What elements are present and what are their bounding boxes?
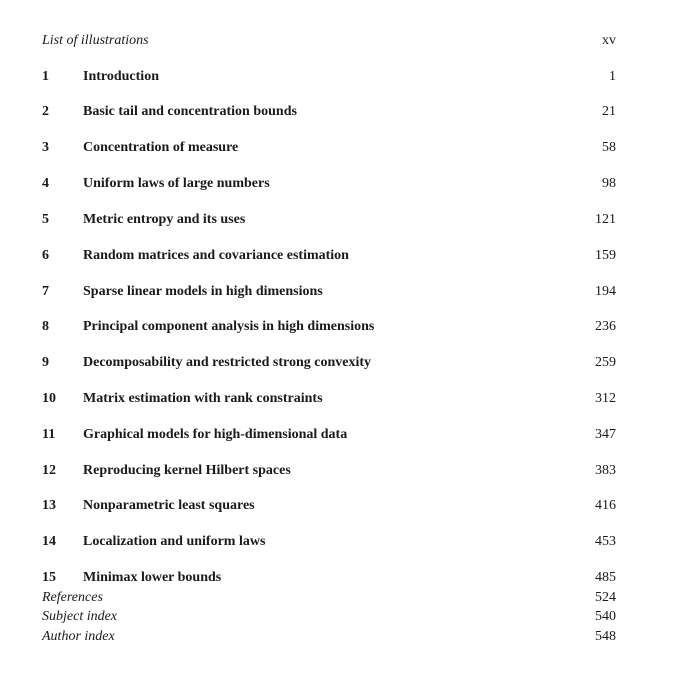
chapter-number: 9	[42, 355, 49, 370]
chapter-title: Principal component analysis in high dimensions	[83, 319, 375, 334]
chapter-page: 485	[595, 570, 616, 585]
chapter-title: Decomposability and restricted strong convexity	[83, 355, 372, 370]
chapter-page: 347	[595, 427, 616, 442]
chapter-number: 4	[42, 176, 49, 191]
toc-chapter-10	[42, 389, 616, 409]
chapter-number: 14	[42, 534, 56, 549]
toc-entry-references	[42, 588, 616, 608]
chapter-page: 416	[595, 498, 616, 513]
chapter-title: Uniform laws of large numbers	[83, 176, 270, 191]
chapter-page: 236	[595, 319, 616, 334]
chapter-title: Sparse linear models in high dimensions	[83, 284, 323, 299]
toc-entry-subject-index	[42, 607, 616, 627]
chapter-page: 58	[602, 140, 616, 155]
toc-entry-title: List of illustrations	[42, 33, 149, 48]
toc-chapter-13	[42, 496, 616, 516]
toc-chapter-3	[42, 138, 616, 158]
chapter-page: 383	[595, 463, 616, 478]
toc-entry-title: Author index	[42, 629, 115, 644]
chapter-title: Matrix estimation with rank constraints	[83, 391, 323, 406]
chapter-number: 5	[42, 212, 49, 227]
toc-chapter-8	[42, 317, 616, 337]
chapter-title: Metric entropy and its uses	[83, 212, 246, 227]
chapter-title: Nonparametric least squares	[83, 498, 255, 513]
toc-entry-author-index	[42, 627, 616, 647]
chapter-page: 21	[602, 104, 616, 119]
chapter-title: Introduction	[83, 69, 159, 84]
chapter-page: 1	[609, 69, 616, 84]
toc-chapter-12	[42, 461, 616, 481]
toc-chapter-15	[42, 568, 616, 588]
chapter-number: 10	[42, 391, 56, 406]
chapter-title: Graphical models for high-dimensional data	[83, 427, 348, 442]
chapter-page: 98	[602, 176, 616, 191]
chapter-number: 6	[42, 248, 49, 263]
chapter-page: 121	[595, 212, 616, 227]
chapter-title: Random matrices and covariance estimation	[83, 248, 349, 263]
chapter-title: Reproducing kernel Hilbert spaces	[83, 463, 291, 478]
toc-chapter-11	[42, 425, 616, 445]
toc-entry-list-of-illustrations	[42, 31, 616, 51]
toc-chapter-9	[42, 353, 616, 373]
chapter-title: Minimax lower bounds	[83, 570, 222, 585]
toc-chapter-1	[42, 67, 616, 87]
toc-chapter-4	[42, 174, 616, 194]
toc-chapter-5	[42, 210, 616, 230]
toc-chapter-14	[42, 532, 616, 552]
chapter-page: 312	[595, 391, 616, 406]
chapter-page: 194	[595, 284, 616, 299]
chapter-page: 259	[595, 355, 616, 370]
toc-entry-page: 524	[595, 590, 616, 605]
chapter-page: 159	[595, 248, 616, 263]
toc-entry-title: Subject index	[42, 609, 118, 624]
chapter-number: 12	[42, 463, 56, 478]
chapter-number: 1	[42, 69, 49, 84]
chapter-number: 7	[42, 284, 49, 299]
toc-entry-page: xv	[602, 33, 616, 48]
toc-entry-title: References	[42, 590, 103, 605]
chapter-number: 3	[42, 140, 49, 155]
toc-chapter-2	[42, 102, 616, 122]
chapter-number: 8	[42, 319, 49, 334]
toc-chapter-7	[42, 282, 616, 302]
toc-chapter-6	[42, 246, 616, 266]
chapter-title: Concentration of measure	[83, 140, 239, 155]
chapter-number: 13	[42, 498, 56, 513]
chapter-number: 15	[42, 570, 56, 585]
table-of-contents	[42, 0, 616, 696]
chapter-number: 2	[42, 104, 49, 119]
chapter-page: 453	[595, 534, 616, 549]
toc-entry-page: 540	[595, 609, 616, 624]
chapter-title: Basic tail and concentration bounds	[83, 104, 297, 119]
chapter-number: 11	[42, 427, 56, 442]
chapter-title: Localization and uniform laws	[83, 534, 266, 549]
toc-entry-page: 548	[595, 629, 616, 644]
